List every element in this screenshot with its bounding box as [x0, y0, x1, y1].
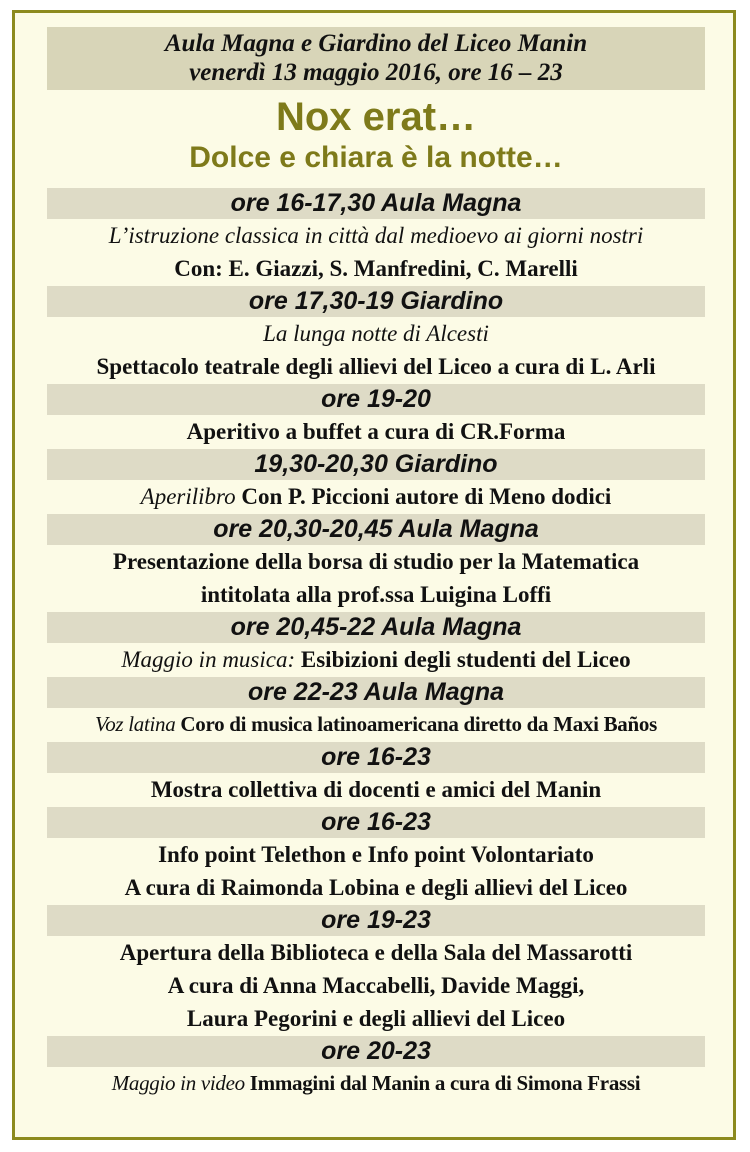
- header-venue: Aula Magna e Giardino del Liceo Manin: [164, 30, 588, 57]
- poster-frame: [12, 10, 736, 1140]
- event-title: L’istruzione classica in città dal medioevo ai giorni nostri: [108, 223, 644, 248]
- event-detail: Con: E. Giazzi, S. Manfredini, C. Marelli: [174, 256, 578, 281]
- event-time: ore 19-20: [47, 384, 705, 415]
- event-line: [47, 708, 705, 741]
- event-block: [47, 742, 705, 806]
- event-time: ore 16-23: [47, 742, 705, 773]
- event-block: [47, 807, 705, 904]
- event-detail: Mostra collettiva di docenti e amici del Manin: [150, 777, 602, 802]
- event-line: [47, 1067, 705, 1100]
- event-line: [47, 480, 705, 513]
- event-detail: Apertura della Biblioteca e della Sala del Massarotti: [119, 940, 633, 965]
- event-block: [47, 384, 705, 448]
- event-time: ore 20,30-20,45 Aula Magna: [47, 514, 705, 545]
- event-block: [47, 514, 705, 611]
- event-time: ore 16-17,30 Aula Magna: [47, 188, 705, 219]
- event-time: ore 16-23: [47, 807, 705, 838]
- event-detail: Laura Pegorini e degli allievi del Liceo: [186, 1006, 566, 1031]
- event-time: 19,30-20,30 Giardino: [47, 449, 705, 480]
- event-detail: Aperitivo a buffet a cura di CR.Forma: [186, 419, 566, 444]
- event-time: ore 17,30-19 Giardino: [47, 286, 705, 317]
- event-detail: Spettacolo teatrale degli allievi del Liceo a cura di L. Arli: [96, 354, 656, 379]
- event-block: [47, 905, 705, 1035]
- event-title: Maggio in video: [111, 1071, 245, 1095]
- event-detail: Info point Telethon e Info point Volontariato: [158, 842, 594, 867]
- event-block: [47, 1036, 705, 1100]
- event-detail: Con P. Piccioni autore di Meno dodici: [235, 484, 612, 509]
- event-detail: Coro di musica latinoamericana diretto da Maxi Baños: [175, 712, 657, 736]
- event-title: Maggio in musica:: [121, 647, 296, 672]
- event-detail: Esibizioni degli studenti del Liceo: [295, 647, 631, 672]
- event-block: [47, 449, 705, 513]
- event-title: La lunga notte di Alcesti: [263, 321, 489, 346]
- poster-content: [47, 27, 705, 1100]
- event-detail: Presentazione della borsa di studio per la Matematica: [112, 549, 640, 574]
- header-band: [47, 27, 705, 90]
- event-detail: A cura di Raimonda Lobina e degli allievi del Liceo: [124, 875, 628, 900]
- event-detail: intitolata alla prof.ssa Luigina Loffi: [200, 582, 552, 607]
- event-detail: A cura di Anna Maccabelli, Davide Maggi,: [167, 973, 585, 998]
- event-block: [47, 612, 705, 676]
- poster-title: Nox erat…: [275, 95, 477, 139]
- event-block: [47, 188, 705, 285]
- event-block: [47, 286, 705, 383]
- event-detail: Immagini dal Manin a cura di Simona Frassi: [244, 1071, 641, 1095]
- header-date: venerdì 13 maggio 2016, ore 16 – 23: [189, 59, 563, 86]
- event-line: [47, 643, 705, 676]
- event-time: ore 20-23: [47, 1036, 705, 1067]
- event-block: [47, 677, 705, 741]
- event-title: Aperilibro: [140, 484, 236, 509]
- event-time: ore 22-23 Aula Magna: [47, 677, 705, 708]
- event-time: ore 19-23: [47, 905, 705, 936]
- event-title: Voz latina: [95, 712, 176, 736]
- event-time: ore 20,45-22 Aula Magna: [47, 612, 705, 643]
- poster-subtitle: Dolce e chiara è la notte…: [189, 141, 563, 174]
